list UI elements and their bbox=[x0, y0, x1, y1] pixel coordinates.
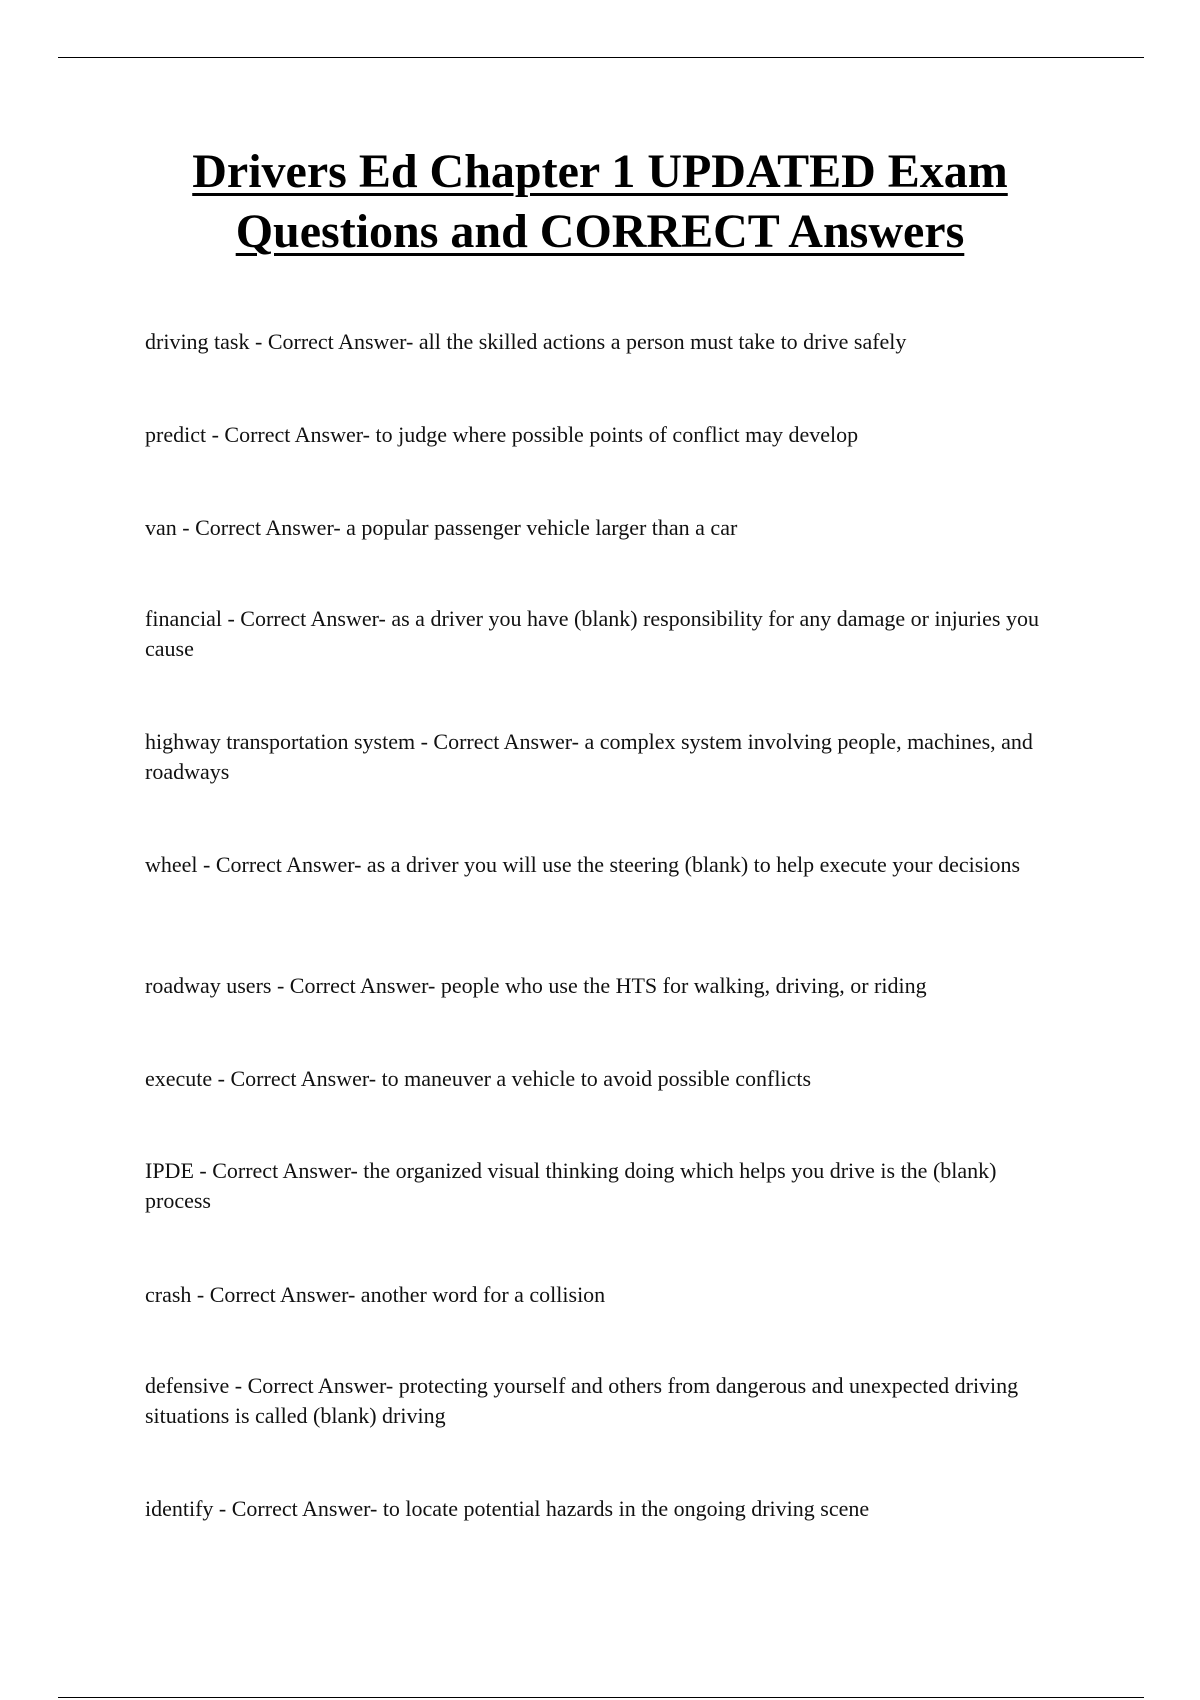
qa-item-wheel: wheel - Correct Answer- as a driver you will use the steering (blank) to help execute your decisions bbox=[145, 852, 1021, 877]
qa-item-defensive: defensive - Correct Answer- protecting yourself and others from dangerous and unexpected driving situations is called (blank) driving bbox=[145, 1373, 1019, 1428]
qa-item-highway-transportation-system: highway transportation system - Correct Answer- a complex system involving people, machines, and roadways bbox=[145, 729, 1033, 784]
qa-item-roadway-users: roadway users - Correct Answer- people who use the HTS for walking, driving, or riding bbox=[145, 973, 927, 998]
qa-item-execute: execute - Correct Answer- to maneuver a vehicle to avoid possible conflicts bbox=[145, 1066, 812, 1091]
qa-item-predict: predict - Correct Answer- to judge where possible points of conflict may develop bbox=[145, 422, 859, 447]
qa-item-van: van - Correct Answer- a popular passenger vehicle larger than a car bbox=[145, 515, 738, 540]
qa-item-driving-task: driving task - Correct Answer- all the skilled actions a person must take to drive safely bbox=[145, 329, 907, 354]
title-line-2: Questions and CORRECT Answers bbox=[235, 205, 965, 258]
title-line-1: Drivers Ed Chapter 1 UPDATED Exam bbox=[192, 145, 1008, 198]
bottom-divider bbox=[58, 1697, 1144, 1698]
qa-item-financial: financial - Correct Answer- as a driver you have (blank) responsibility for any damage or injuries you cause bbox=[145, 606, 1039, 661]
document-title bbox=[0, 142, 1200, 262]
qa-item-crash: crash - Correct Answer- another word for a collision bbox=[145, 1282, 606, 1307]
qa-item-ipde: IPDE - Correct Answer- the organized visual thinking doing which helps you drive is the (blank) process bbox=[145, 1158, 997, 1213]
top-divider bbox=[58, 57, 1144, 58]
qa-item-identify: identify - Correct Answer- to locate potential hazards in the ongoing driving scene bbox=[145, 1496, 870, 1521]
